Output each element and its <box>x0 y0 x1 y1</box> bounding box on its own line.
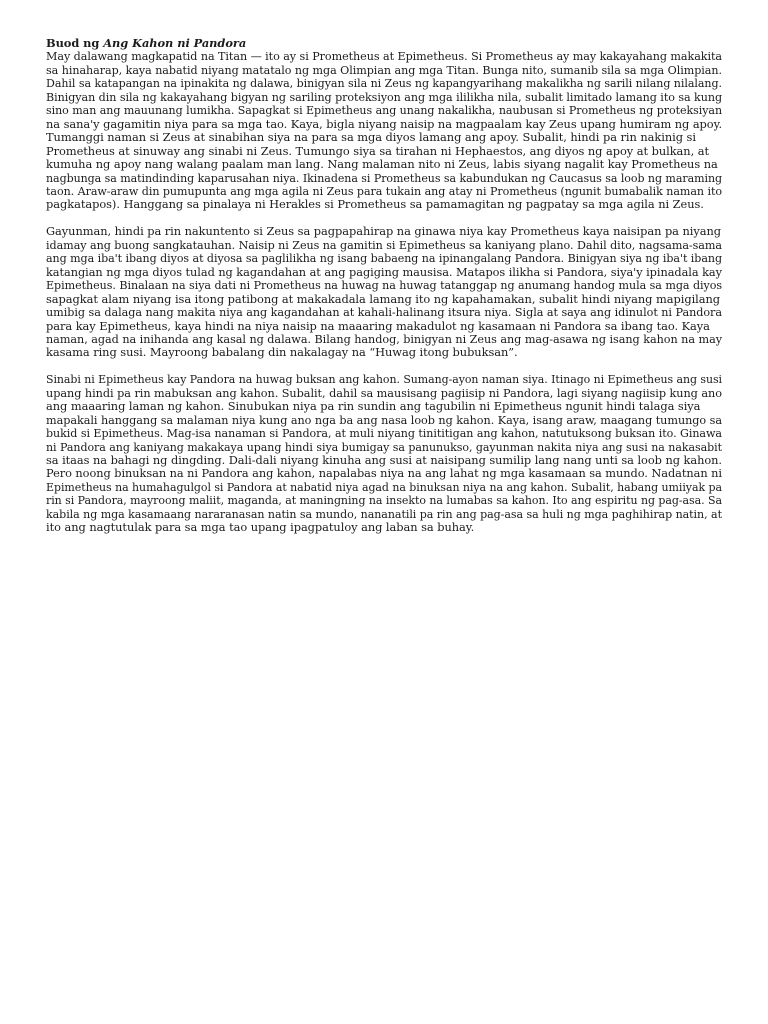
paragraph-1 <box>46 50 726 211</box>
text-line: nagbunga sa matindinding kaparusahan niya. Ikinadena si Prometheus sa kabundukan ng Caucasus sa loob ng maraming <box>46 170 723 185</box>
text-line: Gayunman, hindi pa rin nakuntento si Zeus sa pagpapahirap na ginawa niya kay Prometheus kaya naisipan pa niyang <box>46 224 722 239</box>
text-line: upang hindi pa rin mabuksan ang kahon. Subalit, dahil sa mausisang pagiisip ni Pandora, lagi siyang nagiisip kung ano <box>46 385 722 400</box>
text-line: idamay ang buong sangkatauhan. Naisip ni Zeus na gamitin si Epimetheus sa kaniyang plano. Dahil dito, nagsama-sama <box>46 237 723 252</box>
text-line: para kay Epimetheus, kaya hindi na niya naisip na maaaring makadulot ng kasamaan ni Pandora sa ibang tao. Kaya <box>46 318 710 333</box>
text-line: Epimetheus. Binalaan na siya dati ni Prometheus na huwag na huwag tatanggap ng anumang handog mula sa mga diyos <box>46 278 723 293</box>
text-line: umibig sa dalaga nang makita niya ang kagandahan at kahali-halinang itsura niya. Sigla at saya ang idinulot ni Pandora <box>46 305 722 320</box>
text-line: rin si Pandora, mayroong maliit, maganda, at maningning na insekto na lumabas sa kahon. Ito ang espiritu ng pag-asa. Sa <box>46 493 723 508</box>
text-line: sapagkat alam niyang isa itong patibong at makakadala lamang ito ng kapahamakan, subalit hindi niyang mapigilang <box>46 291 721 306</box>
text-line: May dalawang magkapatid na Titan — ito ay si Prometheus at Epimetheus. Si Prometheus ay may kakayahang makakita <box>46 49 723 64</box>
text-line: Dahil sa katapangan na ipinakita ng dalawa, binigyan sila ni Zeus ng kapangyarihang makalikha ng sarili nilang nilalang. <box>46 76 722 91</box>
text-line: na sana'y gagamitin niya para sa mga tao. Kaya, bigla niyang naisip na magpaalam kay Zeus upang humiram ng apoy. <box>46 116 723 131</box>
title-prefix: Buod ng <box>46 36 104 50</box>
document-body <box>46 50 726 534</box>
text-line: kasama ring susi. Mayroong babalang din nakalagay na “Huwag itong bubuksan”. <box>46 345 518 360</box>
text-line: ito ang nagtutulak para sa mga tao upang ipagpatuloy ang laban sa buhay. <box>46 520 475 535</box>
text-line: ni Pandora ang kaniyang makakaya upang hindi siya bumigay sa panunukso, gayunman nakita niya ang susi na nakasabit <box>46 439 723 454</box>
text-line: sa itaas na bahagi ng dingding. Dali-dali niyang kinuha ang susi at naisipang sumilip lang nang unti sa loob ng kahon. <box>46 453 723 468</box>
text-line: Epimetheus na humahagulgol si Pandora at nabatid niya agad na binuksan niya na ang kahon. Subalit, habang umiiyak pa <box>46 479 722 494</box>
text-line: Tumanggi naman si Zeus at sinabihan siya na para sa mga diyos lamang ang apoy. Subalit, hindi pa rin nakinig si <box>46 130 696 145</box>
text-line: Sinabi ni Epimetheus kay Pandora na huwag buksan ang kahon. Sumang-ayon naman siya. Itinago ni Epimetheus ang susi <box>46 372 723 387</box>
paragraph-2 <box>46 225 726 360</box>
text-line: pagkatapos). Hanggang sa pinalaya ni Herakles si Prometheus sa pamamagitan ng pagpatay sa mga agila ni Zeus. <box>46 197 704 212</box>
text-line: ang mga iba't ibang diyos at diyosa sa paglilikha ng isang babaeng na ipinangalang Pandora. Binigyan siya ng iba't ibang <box>46 251 722 266</box>
text-line: kabila ng mga kasamaang nararanasan natin sa mundo, nananatili pa rin ang pag-asa sa huli ng mga paghihirap natin, at <box>46 506 722 521</box>
document-page <box>46 37 726 548</box>
text-line: mapakali hanggang sa malaman niya kung ano nga ba ang nasa loob ng kahon. Kaya, isang araw, maagang tumungo sa <box>46 412 723 427</box>
text-line: bukid si Epimetheus. Mag-isa nanaman si Pandora, at muli niyang tinititigan ang kahon, natutuksong buksan ito. Ginawa <box>46 426 722 441</box>
text-line: ang maaaring laman ng kahon. Sinubukan niya pa rin sundin ang tagubilin ni Epimetheus ngunit hindi talaga siya <box>46 399 701 414</box>
text-line: sa hinaharap, kaya nabatid niyang matatalo ng mga Olimpian ang mga Titan. Bunga nito, sumanib sila sa mga Olimpian. <box>46 62 722 77</box>
title-italic: Ang Kahon ni Pandora <box>103 36 247 50</box>
paragraph-3 <box>46 373 726 534</box>
text-line: kumuha ng apoy nang walang paalam man lang. Nang malaman nito ni Zeus, labis siyang nagalit kay Prometheus na <box>46 157 718 172</box>
text-line: taon. Araw-araw din pumupunta ang mga agila ni Zeus para tukain ang atay ni Prometheus (ngunit bumabalik naman ito <box>46 183 723 198</box>
text-line: Pero noong binuksan na ni Pandora ang kahon, napalabas niya na ang lahat ng mga kasamaan sa mundo. Nadatnan ni <box>46 466 722 481</box>
text-line: sino man ang mauunang lumikha. Sapagkat si Epimetheus ang unang nakalikha, naubusan si Prometheus ng proteksiyan <box>46 103 723 118</box>
text-line: naman, agad na inihanda ang kasal ng dalawa. Bilang handog, binigyan ni Zeus ang mag-asawa ng isang kahon na may <box>46 331 723 346</box>
document-title <box>46 37 726 50</box>
text-line: Prometheus at sinuway ang sinabi ni Zeus. Tumungo siya sa tirahan ni Hephaestos, ang diyos ng apoy at bulkan, at <box>46 143 709 158</box>
text-line: katangian ng mga diyos tulad ng kagandahan at ang pagiging mausisa. Matapos ilikha si Pandora, siya'y ipinadala kay <box>46 264 722 279</box>
text-line: Binigyan din sila ng kakayahang bigyan ng sariling proteksiyon ang mga ililikha nila, subalit limitado lamang ito sa kung <box>46 89 723 104</box>
